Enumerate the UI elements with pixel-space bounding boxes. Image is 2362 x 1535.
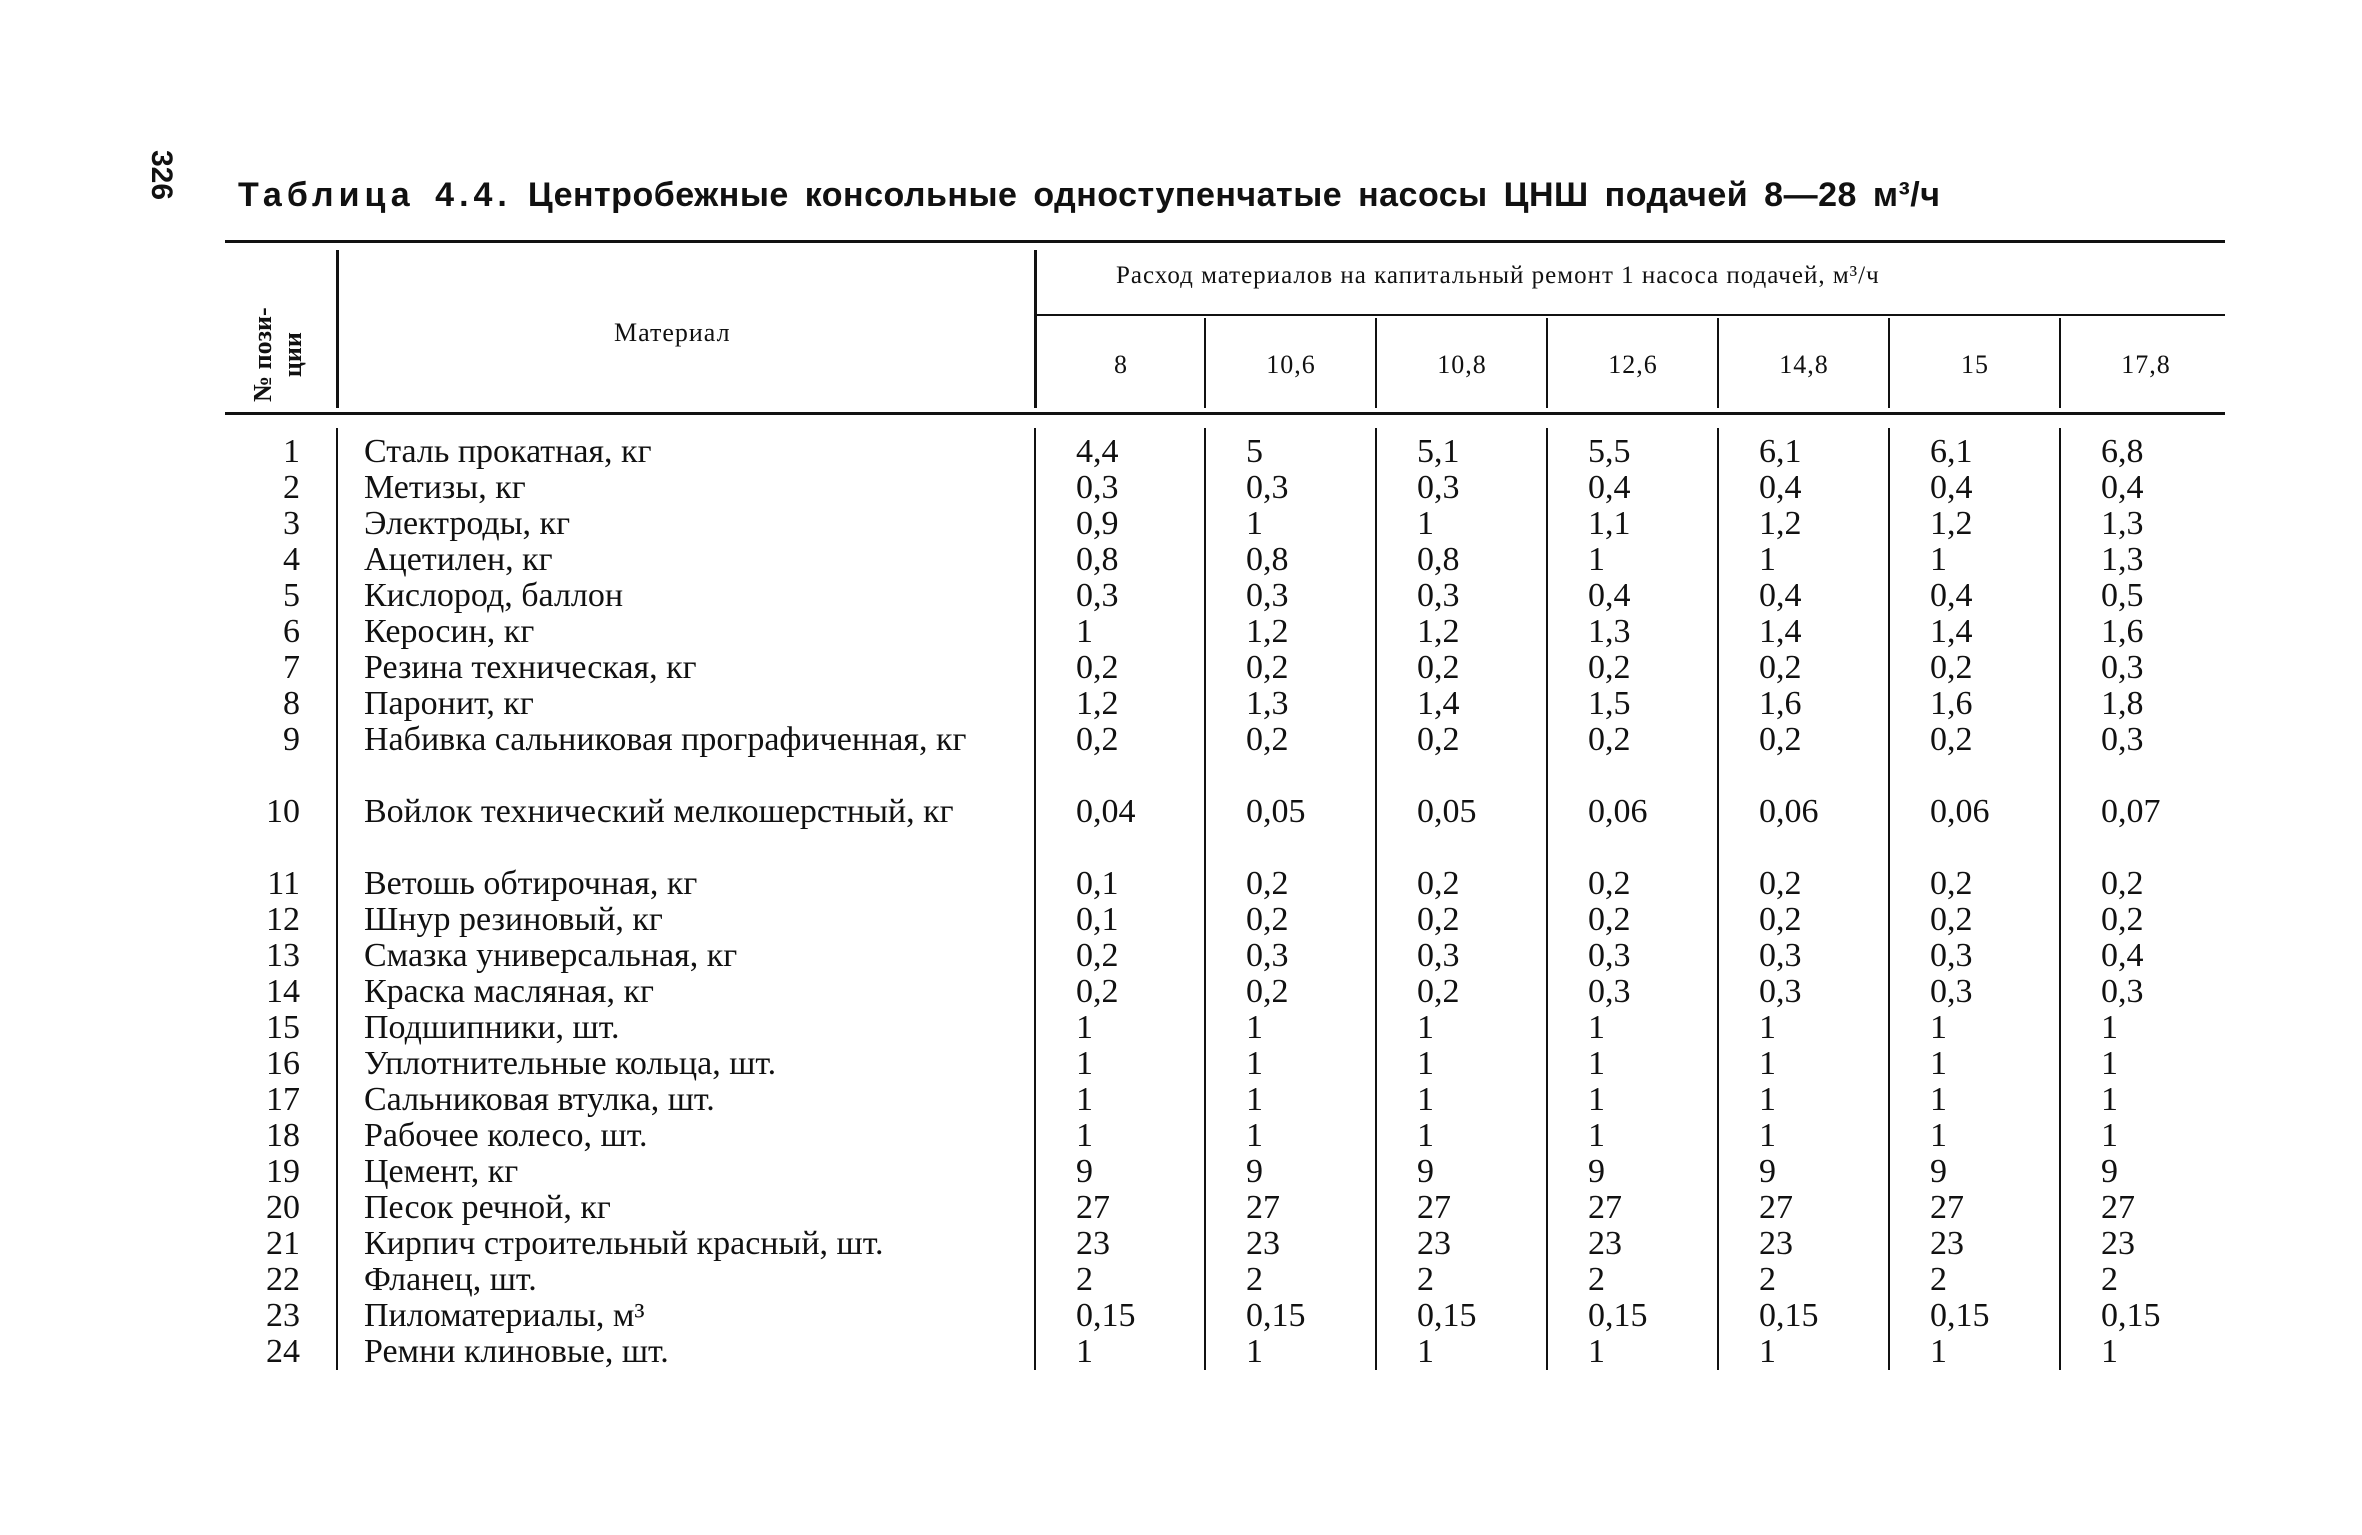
- row-value: 0,4: [2101, 937, 2144, 974]
- row-value: 1: [1417, 1045, 1434, 1082]
- row-material-name: Сталь прокатная, кг: [364, 433, 652, 470]
- row-value: 0,15: [1930, 1297, 1990, 1334]
- page-number: 326: [145, 150, 178, 201]
- row-value: 0,3: [1588, 937, 1631, 974]
- row-value: 0,2: [1588, 649, 1631, 686]
- row-value: 6,1: [1759, 433, 1802, 470]
- row-value: 1: [1759, 1045, 1776, 1082]
- row-material-name: Метизы, кг: [364, 469, 526, 506]
- row-value: 1: [1588, 541, 1605, 578]
- row-value: 0,06: [1759, 793, 1819, 830]
- row-material-name: Сальниковая втулка, шт.: [364, 1081, 715, 1118]
- row-value: 6,1: [1930, 433, 1973, 470]
- row-material-name: Краска масляная, кг: [364, 973, 654, 1010]
- row-value: 1: [1759, 1333, 1776, 1370]
- row-value: 9: [1930, 1153, 1947, 1190]
- row-value: 5,5: [1588, 433, 1631, 470]
- row-value: 0,2: [1076, 721, 1119, 758]
- row-value: 0,8: [1246, 541, 1289, 578]
- row-value: 0,04: [1076, 793, 1136, 830]
- row-position-number: 15: [266, 1009, 300, 1046]
- row-value: 1: [1076, 1009, 1093, 1046]
- row-value: 5: [1246, 433, 1263, 470]
- row-value: 1: [1930, 541, 1947, 578]
- table-row: [0, 722, 2362, 758]
- row-value: 0,2: [1759, 721, 1802, 758]
- row-value: 1: [2101, 1081, 2118, 1118]
- row-value: 1: [1930, 1333, 1947, 1370]
- row-value: 0,05: [1246, 793, 1306, 830]
- flow-header: 10,8: [1437, 350, 1487, 379]
- row-value: 0,3: [1417, 937, 1460, 974]
- row-value: 0,2: [1076, 937, 1119, 974]
- row-value: 5,1: [1417, 433, 1460, 470]
- row-position-number: 22: [266, 1261, 300, 1298]
- row-value: 0,8: [1076, 541, 1119, 578]
- row-value: 0,3: [1076, 469, 1119, 506]
- row-position-number: 24: [266, 1333, 300, 1370]
- row-value: 0,2: [1588, 865, 1631, 902]
- row-value: 23: [1246, 1225, 1280, 1262]
- row-value: 9: [1417, 1153, 1434, 1190]
- row-value: 27: [1930, 1189, 1964, 1226]
- row-position-number: 16: [266, 1045, 300, 1082]
- row-value: 23: [1417, 1225, 1451, 1262]
- row-position-number: 23: [266, 1297, 300, 1334]
- row-value: 0,2: [1417, 973, 1460, 1010]
- row-value: 0,3: [1759, 973, 1802, 1010]
- row-value: 1,6: [2101, 613, 2144, 650]
- flow-header: 14,8: [1779, 350, 1829, 379]
- row-value: 27: [1246, 1189, 1280, 1226]
- flow-header: 8: [1114, 350, 1128, 379]
- row-value: 1: [1417, 1333, 1434, 1370]
- row-value: 9: [1588, 1153, 1605, 1190]
- row-value: 0,15: [1076, 1297, 1136, 1334]
- table-row: [0, 974, 2362, 1010]
- table-row: [0, 506, 2362, 542]
- row-value: 23: [1930, 1225, 1964, 1262]
- row-value: 2: [1246, 1261, 1263, 1298]
- row-value: 0,2: [2101, 865, 2144, 902]
- row-value: 23: [2101, 1225, 2135, 1262]
- table-row: [0, 686, 2362, 722]
- row-value: 1: [1076, 1333, 1093, 1370]
- row-value: 0,15: [2101, 1297, 2161, 1334]
- row-value: 0,3: [1930, 937, 1973, 974]
- row-value: 1: [1417, 1117, 1434, 1154]
- row-position-number: 5: [283, 577, 300, 614]
- row-value: 0,2: [1759, 649, 1802, 686]
- row-value: 0,2: [1759, 901, 1802, 938]
- row-value: 27: [2101, 1189, 2135, 1226]
- row-position-number: 17: [266, 1081, 300, 1118]
- row-value: 1: [1588, 1045, 1605, 1082]
- table-row: [0, 1046, 2362, 1082]
- row-value: 1,3: [1588, 613, 1631, 650]
- row-material-name: Смазка универсальная, кг: [364, 937, 738, 974]
- table-row: [0, 1190, 2362, 1226]
- consumption-header: Расход материалов на капитальный ремонт 1 насоса подачей, м³/ч: [1116, 262, 1880, 289]
- row-value: 0,2: [1246, 901, 1289, 938]
- row-position-number: 10: [266, 793, 300, 830]
- row-value: 23: [1076, 1225, 1110, 1262]
- row-value: 0,4: [1588, 577, 1631, 614]
- row-value: 1: [1930, 1009, 1947, 1046]
- row-value: 1: [1759, 1009, 1776, 1046]
- table-row: [0, 1010, 2362, 1046]
- row-value: 0,3: [1417, 469, 1460, 506]
- row-value: 27: [1076, 1189, 1110, 1226]
- row-material-name: Подшипники, шт.: [364, 1009, 620, 1046]
- row-value: 0,3: [1417, 577, 1460, 614]
- row-value: 1: [1930, 1045, 1947, 1082]
- row-value: 1,2: [1759, 505, 1802, 542]
- row-value: 0,2: [1246, 721, 1289, 758]
- row-material-name: Войлок технический мелкошерстный, кг: [364, 793, 954, 830]
- row-value: 0,2: [1246, 865, 1289, 902]
- row-value: 1,1: [1588, 505, 1631, 542]
- flow-header-rule: [1036, 314, 2225, 316]
- row-value: 1,4: [1759, 613, 1802, 650]
- table-row: [0, 1118, 2362, 1154]
- row-value: 0,8: [1417, 541, 1460, 578]
- table-row: [0, 542, 2362, 578]
- row-value: 0,9: [1076, 505, 1119, 542]
- row-material-name: Электроды, кг: [364, 505, 571, 542]
- table-row: [0, 578, 2362, 614]
- row-value: 2: [1930, 1261, 1947, 1298]
- row-value: 1: [1076, 1045, 1093, 1082]
- header-bottom-rule: [225, 412, 2225, 415]
- row-value: 1,2: [1076, 685, 1119, 722]
- row-value: 0,15: [1417, 1297, 1477, 1334]
- row-value: 9: [1246, 1153, 1263, 1190]
- row-value: 1: [1588, 1081, 1605, 1118]
- row-value: 0,2: [1076, 973, 1119, 1010]
- row-material-name: Песок речной, кг: [364, 1189, 611, 1226]
- row-material-name: Керосин, кг: [364, 613, 535, 650]
- row-value: 0,2: [1759, 865, 1802, 902]
- position-header-text: № пози- ции: [248, 307, 307, 402]
- row-position-number: 11: [267, 865, 300, 902]
- row-position-number: 12: [266, 901, 300, 938]
- row-value: 1: [1930, 1081, 1947, 1118]
- row-value: 0,2: [1930, 901, 1973, 938]
- row-value: 1,3: [1246, 685, 1289, 722]
- row-value: 1,6: [1930, 685, 1973, 722]
- row-value: 0,2: [1246, 973, 1289, 1010]
- table-row: [0, 1082, 2362, 1118]
- row-value: 0,3: [1588, 973, 1631, 1010]
- row-value: 23: [1759, 1225, 1793, 1262]
- row-value: 0,05: [1417, 793, 1477, 830]
- table-row: [0, 902, 2362, 938]
- row-value: 1,4: [1417, 685, 1460, 722]
- row-material-name: Ацетилен, кг: [364, 541, 553, 578]
- row-value: 6,8: [2101, 433, 2144, 470]
- row-value: 2: [1076, 1261, 1093, 1298]
- table-row: [0, 434, 2362, 470]
- row-position-number: 20: [266, 1189, 300, 1226]
- row-value: 0,4: [1759, 577, 1802, 614]
- row-value: 1: [1076, 613, 1093, 650]
- row-material-name: Ветошь обтирочная, кг: [364, 865, 698, 902]
- row-value: 0,2: [1076, 649, 1119, 686]
- row-value: 27: [1588, 1189, 1622, 1226]
- row-value: 0,2: [1417, 865, 1460, 902]
- row-value: 0,4: [1759, 469, 1802, 506]
- top-rule: [225, 240, 2225, 243]
- row-value: 1: [2101, 1009, 2118, 1046]
- row-value: 1: [1417, 1081, 1434, 1118]
- row-value: 1: [1588, 1009, 1605, 1046]
- row-value: 0,3: [1246, 577, 1289, 614]
- row-value: 0,3: [1246, 469, 1289, 506]
- row-position-number: 19: [266, 1153, 300, 1190]
- row-material-name: Цемент, кг: [364, 1153, 519, 1190]
- row-material-name: Уплотнительные кольца, шт.: [364, 1045, 777, 1082]
- row-value: 1: [1246, 1117, 1263, 1154]
- row-value: 0,4: [1930, 469, 1973, 506]
- row-position-number: 3: [283, 505, 300, 542]
- position-column-header: [248, 307, 308, 402]
- row-value: 1,4: [1930, 613, 1973, 650]
- row-value: 1: [1246, 1009, 1263, 1046]
- row-value: 1,8: [2101, 685, 2144, 722]
- row-value: 2: [2101, 1261, 2118, 1298]
- row-value: 1: [2101, 1333, 2118, 1370]
- row-position-number: 14: [266, 973, 300, 1010]
- row-value: 0,4: [1588, 469, 1631, 506]
- row-value: 27: [1417, 1189, 1451, 1226]
- table-row: [0, 1334, 2362, 1370]
- row-value: 1,2: [1930, 505, 1973, 542]
- table-row: [0, 614, 2362, 650]
- table-row: [0, 866, 2362, 902]
- row-value: 0,2: [1930, 721, 1973, 758]
- row-value: 0,15: [1588, 1297, 1648, 1334]
- row-value: 0,4: [1930, 577, 1973, 614]
- row-material-name: Кислород, баллон: [364, 577, 624, 614]
- flow-header: 12,6: [1608, 350, 1658, 379]
- material-column-header: Материал: [614, 318, 731, 347]
- row-value: 0,07: [2101, 793, 2161, 830]
- row-value: 1: [1246, 1333, 1263, 1370]
- row-value: 0,3: [2101, 973, 2144, 1010]
- row-value: 1: [1246, 1045, 1263, 1082]
- row-position-number: 2: [283, 469, 300, 506]
- table-row: [0, 1298, 2362, 1334]
- row-value: 1: [1417, 1009, 1434, 1046]
- flow-header: 15: [1961, 350, 1989, 379]
- row-value: 0,2: [1417, 721, 1460, 758]
- row-position-number: 1: [283, 433, 300, 470]
- row-value: 1: [2101, 1045, 2118, 1082]
- row-value: 0,3: [2101, 721, 2144, 758]
- row-position-number: 18: [266, 1117, 300, 1154]
- row-material-name: Паронит, кг: [364, 685, 534, 722]
- row-material-name: Ремни клиновые, шт.: [364, 1333, 669, 1370]
- row-material-name: Шнур резиновый, кг: [364, 901, 663, 938]
- row-value: 1,3: [2101, 541, 2144, 578]
- row-value: 1: [2101, 1117, 2118, 1154]
- row-value: 0,15: [1759, 1297, 1819, 1334]
- row-value: 1: [1759, 1117, 1776, 1154]
- row-value: 0,3: [1759, 937, 1802, 974]
- row-value: 1,6: [1759, 685, 1802, 722]
- table-row: [0, 1262, 2362, 1298]
- row-value: 0,4: [2101, 469, 2144, 506]
- row-position-number: 7: [283, 649, 300, 686]
- flow-header: 10,6: [1266, 350, 1316, 379]
- row-material-name: Набивка сальниковая прографиченная, кг: [364, 721, 967, 758]
- row-value: 0,06: [1930, 793, 1990, 830]
- row-value: 1: [1588, 1333, 1605, 1370]
- row-value: 0,2: [1417, 649, 1460, 686]
- row-value: 1: [1759, 541, 1776, 578]
- row-value: 1: [1759, 1081, 1776, 1118]
- row-value: 1: [1076, 1117, 1093, 1154]
- row-value: 0,2: [1588, 721, 1631, 758]
- row-value: 0,2: [1930, 865, 1973, 902]
- row-value: 0,06: [1588, 793, 1648, 830]
- row-value: 9: [1076, 1153, 1093, 1190]
- row-value: 0,5: [2101, 577, 2144, 614]
- row-material-name: Фланец, шт.: [364, 1261, 537, 1298]
- row-value: 23: [1588, 1225, 1622, 1262]
- row-value: 0,1: [1076, 901, 1119, 938]
- row-value: 4,4: [1076, 433, 1119, 470]
- row-value: 1: [1588, 1117, 1605, 1154]
- table-row: [0, 1226, 2362, 1262]
- table-row: [0, 938, 2362, 974]
- row-position-number: 6: [283, 613, 300, 650]
- row-value: 27: [1759, 1189, 1793, 1226]
- row-value: 0,1: [1076, 865, 1119, 902]
- row-value: 1: [1246, 1081, 1263, 1118]
- table-row: [0, 650, 2362, 686]
- header-divider-position: [336, 250, 339, 408]
- row-value: 1,5: [1588, 685, 1631, 722]
- row-value: 1: [1930, 1117, 1947, 1154]
- row-value: 2: [1588, 1261, 1605, 1298]
- row-value: 1,2: [1417, 613, 1460, 650]
- row-material-name: Рабочее колесо, шт.: [364, 1117, 648, 1154]
- header-divider-material: [1034, 250, 1037, 408]
- row-value: 1: [1246, 505, 1263, 542]
- row-position-number: 9: [283, 721, 300, 758]
- row-value: 0,2: [1930, 649, 1973, 686]
- row-value: 0,2: [1417, 901, 1460, 938]
- row-value: 0,3: [1076, 577, 1119, 614]
- row-value: 9: [1759, 1153, 1776, 1190]
- row-position-number: 13: [266, 937, 300, 974]
- row-value: 0,3: [2101, 649, 2144, 686]
- row-position-number: 4: [283, 541, 300, 578]
- table-caption: Таблица 4.4.: [238, 176, 512, 214]
- table-row: [0, 794, 2362, 830]
- row-value: 0,2: [2101, 901, 2144, 938]
- row-position-number: 21: [266, 1225, 300, 1262]
- row-value: 0,15: [1246, 1297, 1306, 1334]
- row-value: 0,3: [1930, 973, 1973, 1010]
- table-title: [238, 176, 1941, 215]
- row-value: 0,2: [1588, 901, 1631, 938]
- row-value: 2: [1759, 1261, 1776, 1298]
- row-material-name: Резина техническая, кг: [364, 649, 697, 686]
- row-material-name: Пиломатериалы, м³: [364, 1297, 645, 1334]
- row-value: 0,3: [1246, 937, 1289, 974]
- row-material-name: Кирпич строительный красный, шт.: [364, 1225, 884, 1262]
- row-value: 1,2: [1246, 613, 1289, 650]
- row-value: 0,2: [1246, 649, 1289, 686]
- table-row: [0, 470, 2362, 506]
- flow-header: 17,8: [2121, 350, 2171, 379]
- row-value: 1,3: [2101, 505, 2144, 542]
- row-value: 1: [1417, 505, 1434, 542]
- row-value: 2: [1417, 1261, 1434, 1298]
- row-position-number: 8: [283, 685, 300, 722]
- table-row: [0, 1154, 2362, 1190]
- row-value: 9: [2101, 1153, 2118, 1190]
- table-title-text: Центробежные консольные одноступенчатые насосы ЦНШ подачей 8—28 м³/ч: [527, 176, 1941, 214]
- row-value: 1: [1076, 1081, 1093, 1118]
